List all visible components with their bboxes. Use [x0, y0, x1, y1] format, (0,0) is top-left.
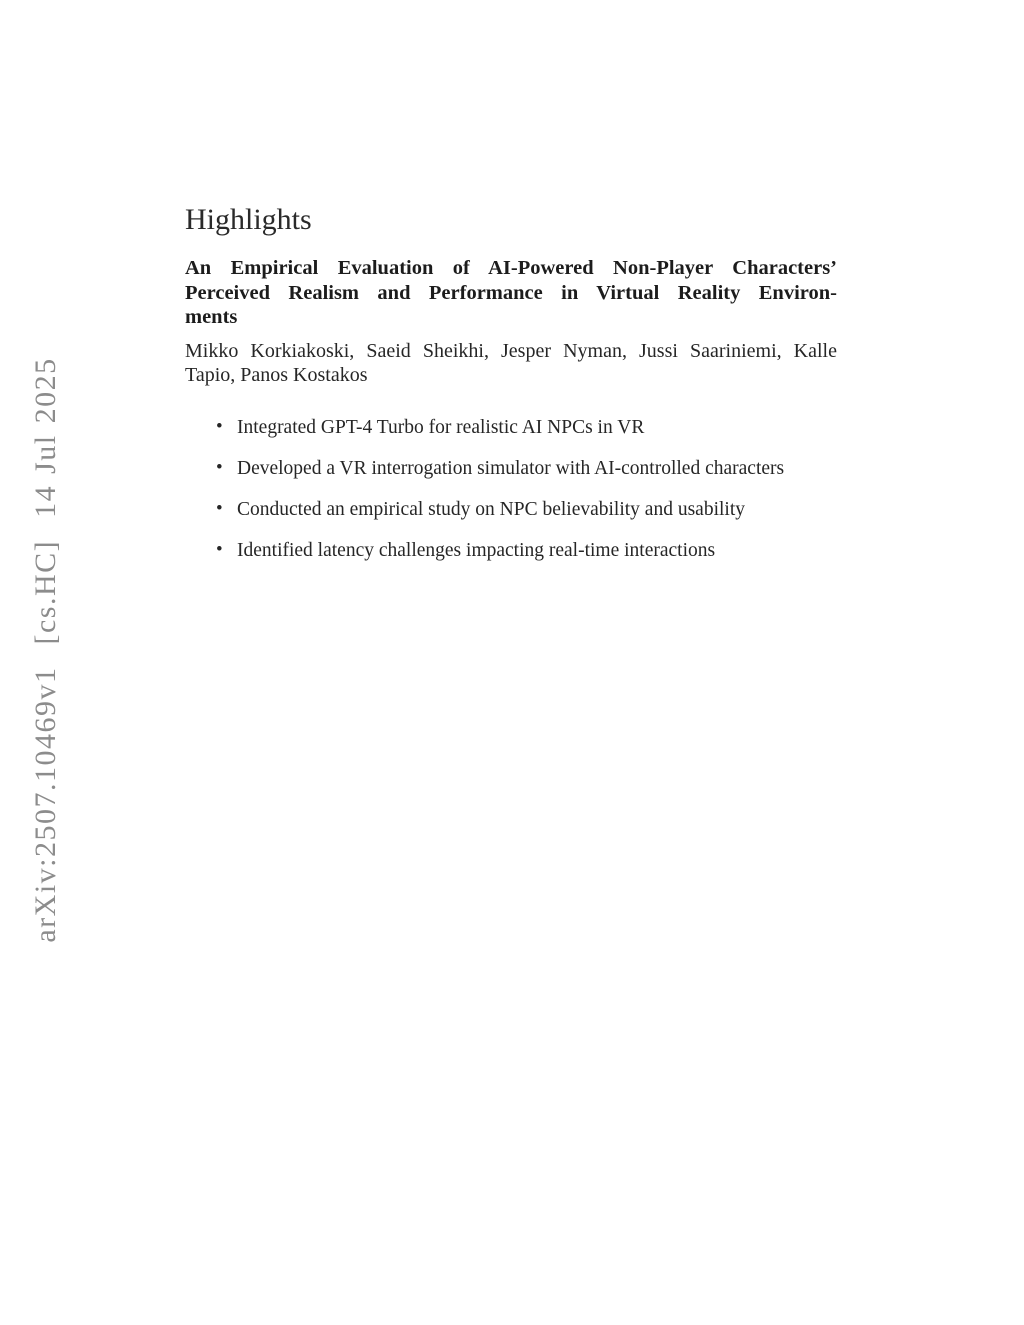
highlight-item [216, 497, 837, 521]
author-list [185, 339, 837, 388]
bullet-icon: • [216, 497, 223, 519]
arxiv-stamp: arXiv:2507.10469v1 [cs.HC] 14 Jul 2025 [29, 357, 62, 943]
highlight-item [216, 538, 837, 562]
paper-title-line: Perceived Realism and Performance in Virtual Reality Environ- [185, 281, 837, 304]
paper-title [185, 256, 837, 330]
highlight-item-text: Identified latency challenges impacting real-time interactions [237, 539, 716, 561]
bullet-icon: • [216, 538, 223, 560]
author-list-line: Mikko Korkiakoski, Saeid Sheikhi, Jesper Nyman, Jussi Saariniemi, Kalle [185, 339, 837, 362]
highlights-list [185, 416, 837, 562]
paper-title-line: ments [185, 306, 238, 328]
author-list-line: Tapio, Panos Kostakos [185, 364, 368, 386]
highlights-section [185, 201, 837, 580]
highlights-heading: Highlights [185, 203, 312, 236]
highlight-item-text: Developed a VR interrogation simulator with AI-controlled characters [237, 457, 785, 479]
highlight-item-text: Conducted an empirical study on NPC believability and usability [237, 498, 745, 520]
bullet-icon: • [216, 456, 223, 478]
bullet-icon: • [216, 415, 223, 437]
highlight-item-text: Integrated GPT-4 Turbo for realistic AI NPCs in VR [237, 416, 645, 438]
highlight-item [216, 456, 837, 480]
highlight-item [216, 415, 837, 439]
paper-title-line: An Empirical Evaluation of AI-Powered Non-Player Characters’ [185, 257, 837, 279]
